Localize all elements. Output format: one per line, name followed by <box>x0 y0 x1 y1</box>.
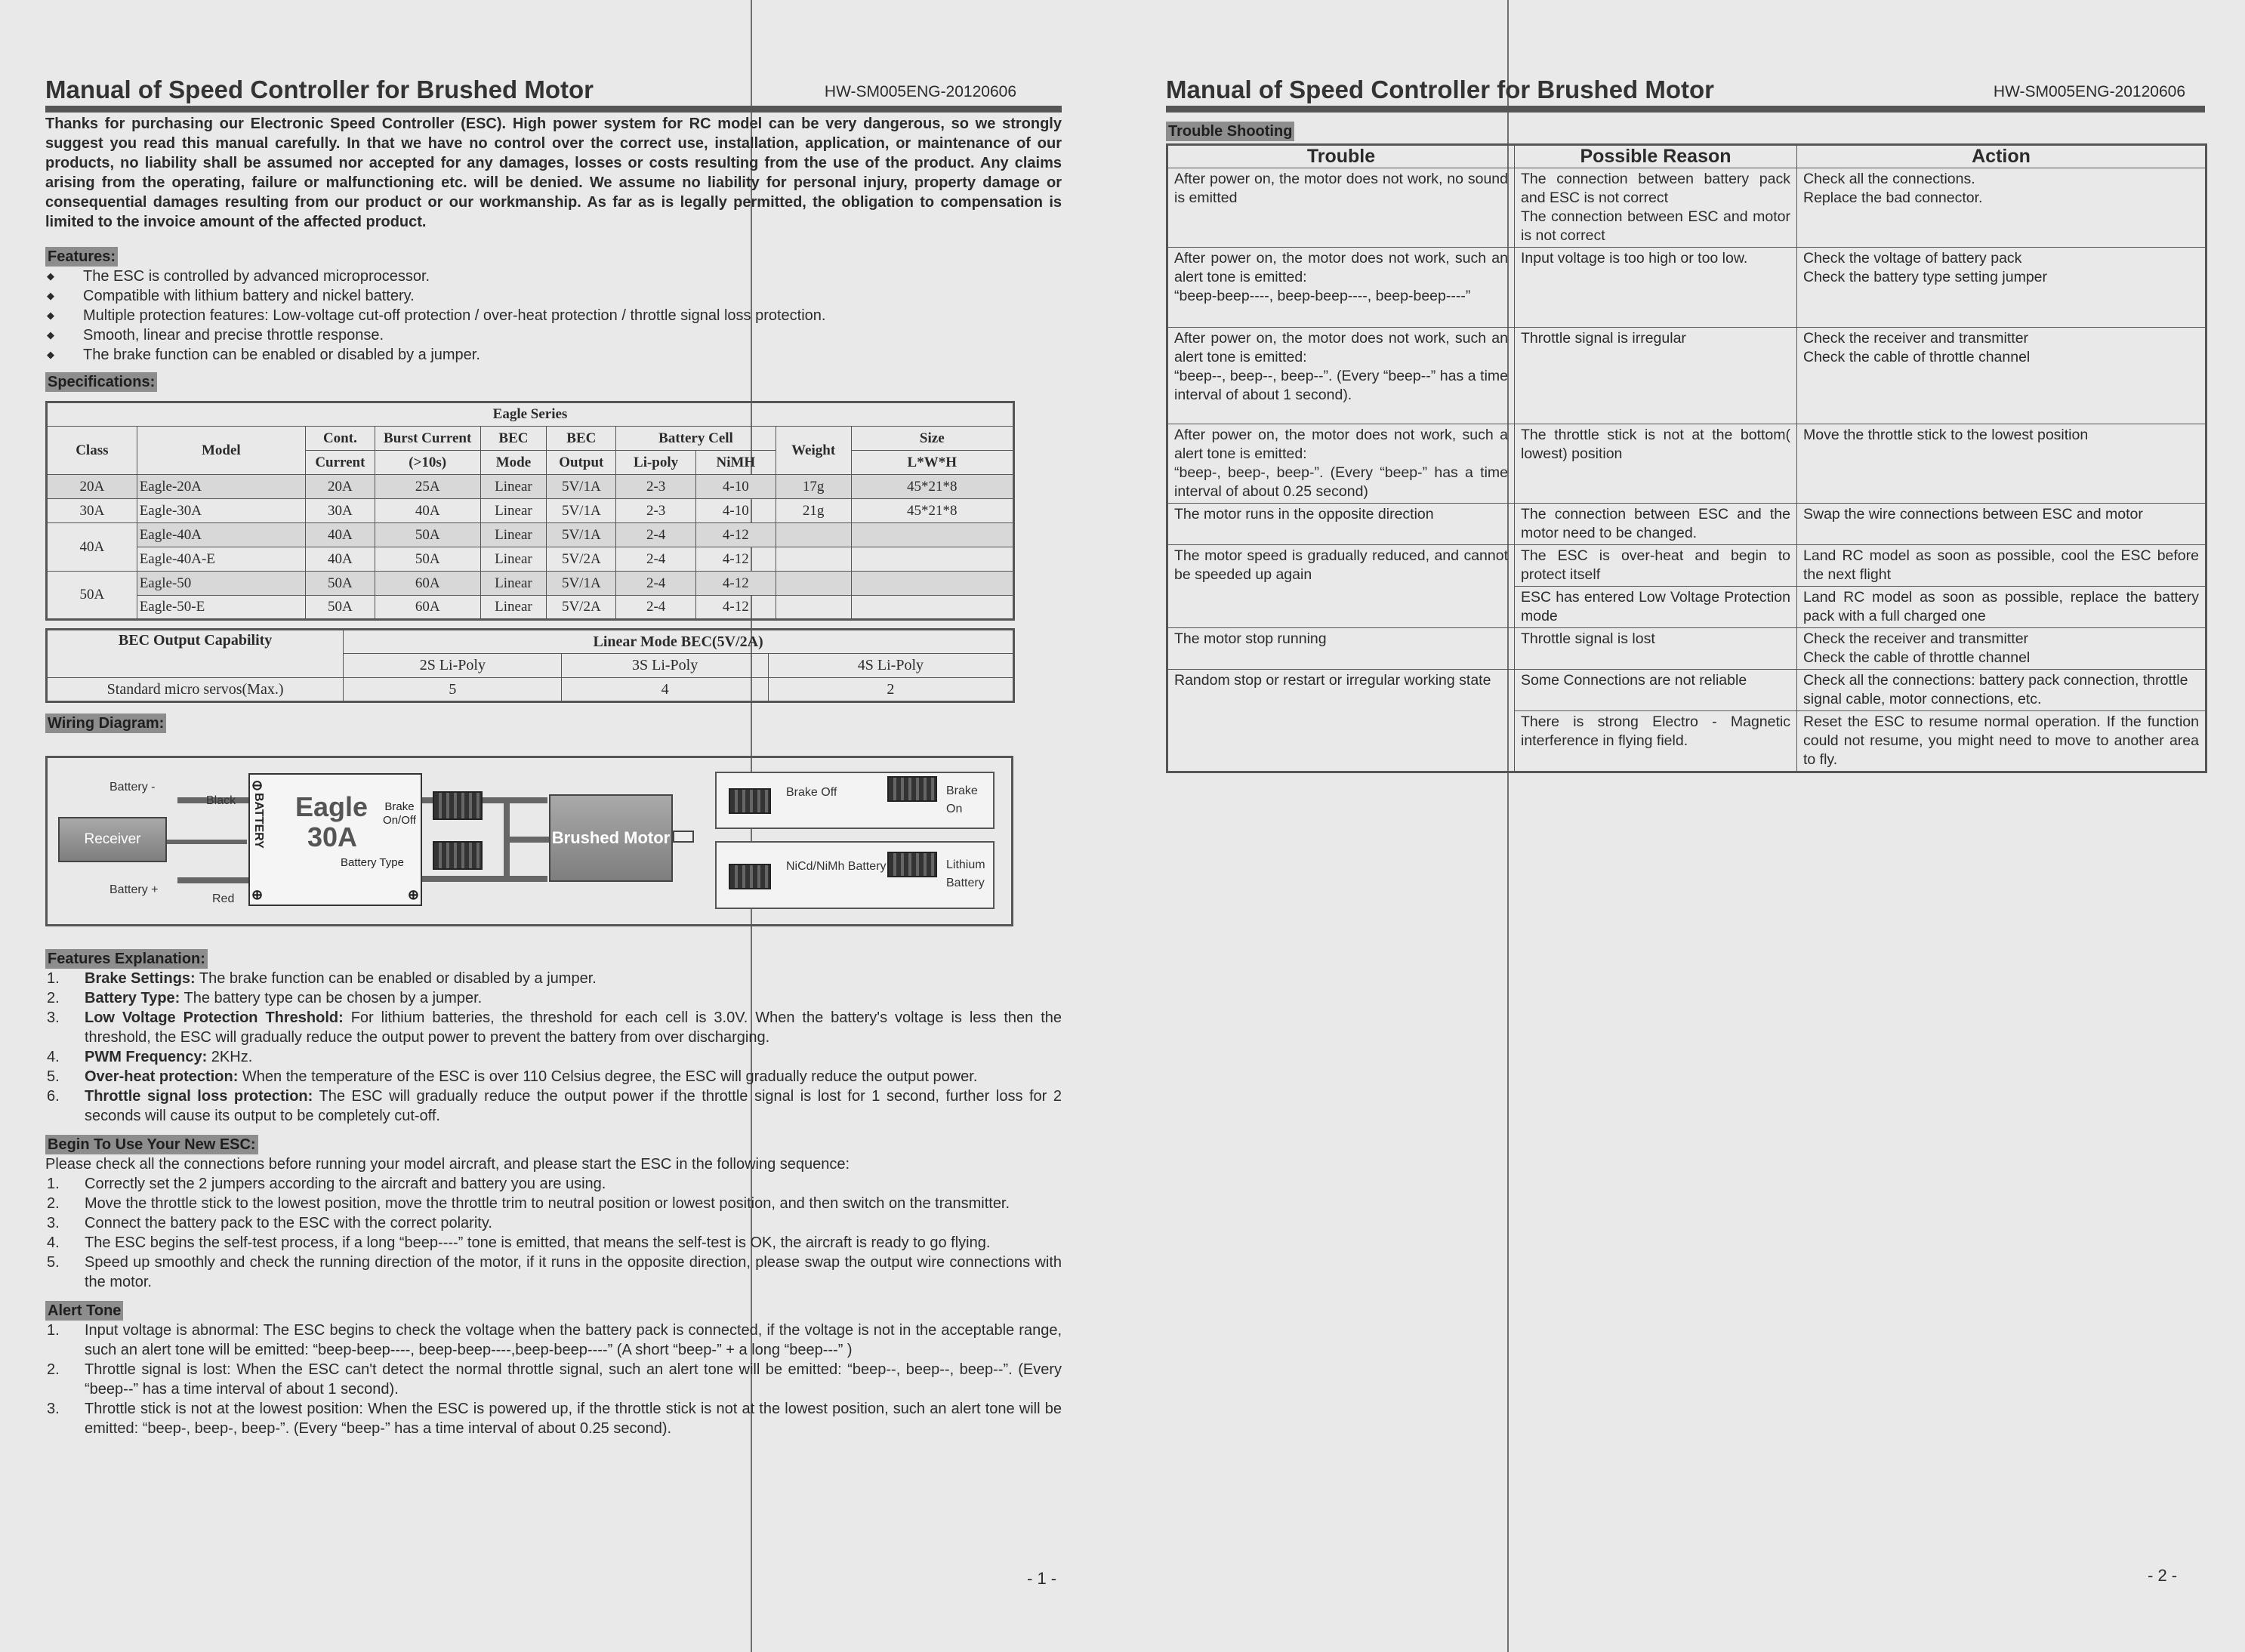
cell-nimh: 4-10 <box>695 475 776 499</box>
table-row <box>47 499 1014 523</box>
list-item <box>45 1253 1062 1292</box>
item-number: 2. <box>47 1195 60 1212</box>
bec-capability-table <box>45 628 1015 703</box>
cell-nimh: 4-12 <box>695 572 776 596</box>
list-item <box>45 1067 1062 1086</box>
cell-burst: 50A <box>375 523 480 547</box>
cell-output: 5V/2A <box>547 596 616 620</box>
esc-rating: 30A <box>307 821 358 852</box>
table-row <box>47 596 1014 620</box>
cell-lipo: 2-3 <box>616 475 696 499</box>
cell-model: Eagle-30A <box>137 499 305 523</box>
list-item <box>45 988 1062 1008</box>
cell-mode: Linear <box>480 499 547 523</box>
cell-weight: 21g <box>776 499 851 523</box>
list-item <box>45 1233 1062 1253</box>
black-wire-label: Black <box>206 794 236 807</box>
plus-icon: ⊕ <box>251 887 264 902</box>
cell-action: Check the receiver and transmitter Check the cable of throttle channel <box>1797 628 2206 670</box>
item-number: 4. <box>47 1234 60 1251</box>
feature-item: ◆ Compatible with lithium battery and nickel battery. <box>45 286 1062 306</box>
cell-weight <box>776 596 851 620</box>
page-number: - 2 - <box>2148 1566 2178 1585</box>
bec-col-3s: 3S Li-Poly <box>562 654 768 678</box>
cell-burst: 40A <box>375 499 480 523</box>
list-item <box>45 1086 1062 1126</box>
features-explanation-heading: Features Explanation: <box>45 949 208 969</box>
cell-class: 40A <box>47 523 137 572</box>
cell-action: Reset the ESC to resume normal operation. If the function could not resume, you might need to move to another area to fly. <box>1797 711 2206 772</box>
col-possible-reason: Possible Reason <box>1515 145 1797 168</box>
esc-name: Eagle <box>295 791 369 822</box>
lithium-jumper <box>887 852 937 877</box>
bec-col-4s: 4S Li-Poly <box>768 654 1013 678</box>
cell-action: Land RC model as soon as possible, cool the ESC before the next flight <box>1797 545 2206 587</box>
begin-heading: Begin To Use Your New ESC: <box>45 1135 258 1154</box>
cell-action: Land RC model as soon as possible, replace the battery pack with a full charged one <box>1797 587 2206 628</box>
bec-left-header: BEC Output Capability <box>47 630 344 678</box>
page-2 <box>1166 76 2205 773</box>
cell-weight <box>776 572 851 596</box>
item-number: 1. <box>47 1176 60 1192</box>
cell-class: 30A <box>47 499 137 523</box>
brake-jumper <box>433 791 483 820</box>
item-text: Input voltage is abnormal: The ESC begins to check the voltage when the battery pack is connected, if the voltage is not in the acceptable range, such an alert tone will be emitted: “beep-beep----, beep-beep----,beep-beep----” (A short “beep-” + a long “beep---” ) <box>85 1322 1062 1358</box>
col-bec-output: BEC <box>547 427 616 451</box>
cell-action: Move the throttle stick to the lowest position <box>1797 424 2206 504</box>
receiver-box: Receiver <box>58 817 167 862</box>
cell-burst: 25A <box>375 475 480 499</box>
esc-box <box>248 773 422 906</box>
cell-output: 5V/1A <box>547 499 616 523</box>
col-class: Class <box>47 427 137 475</box>
page-number: - 1 - <box>1027 1569 1057 1588</box>
cell-class: 50A <box>47 572 137 620</box>
table-row <box>47 572 1014 596</box>
motor-wire-bottom <box>419 876 547 882</box>
signal-wire <box>167 840 247 844</box>
cell-reason: Some Connections are not reliable <box>1515 670 1797 711</box>
item-label: Brake Settings: <box>85 970 196 987</box>
list-item <box>45 1194 1062 1213</box>
page-title: Manual of Speed Controller for Brushed Motor <box>45 76 594 103</box>
cell-lipo: 2-4 <box>616 523 696 547</box>
cell-size <box>851 596 1013 620</box>
item-label: Over-heat protection: <box>85 1068 239 1085</box>
item-number: 4. <box>47 1049 60 1065</box>
cell-nimh: 4-12 <box>695 596 776 620</box>
bec-col-2s: 2S Li-Poly <box>344 654 562 678</box>
cell-reason: Input voltage is too high or too low. <box>1515 248 1797 328</box>
cell-trouble: After power on, the motor does not work, such an alert tone is emitted: “beep-beep----, beep-beep----, beep-beep----” <box>1167 248 1515 328</box>
brake-off-jumper <box>729 788 771 814</box>
feature-item: ◆ Smooth, linear and precise throttle response. <box>45 325 1062 345</box>
table-row <box>1167 328 2206 424</box>
brake-on-jumper <box>887 776 937 802</box>
item-text: Throttle signal is lost: When the ESC can't detect the normal throttle signal, such an alert tone will be emitted: “beep--, beep--, beep--”. (Every “beep--” has a time interval of about 1 second). <box>85 1361 1062 1398</box>
table-row <box>1167 168 2206 248</box>
document-code: HW-SM005ENG-20120606 <box>1993 83 2185 100</box>
cell-size <box>851 523 1013 547</box>
table-row <box>1167 628 2206 670</box>
col-bec-mode: BEC <box>480 427 547 451</box>
list-item <box>45 1047 1062 1067</box>
cell-cont: 40A <box>305 523 375 547</box>
table-row <box>1167 545 2206 587</box>
battery-type-label: Battery Type <box>341 856 404 869</box>
trouble-shooting-table <box>1166 143 2207 773</box>
cell-action: Check the receiver and transmitter Check the cable of throttle channel <box>1797 328 2206 424</box>
cell-cont: 20A <box>305 475 375 499</box>
table-row <box>47 547 1014 572</box>
cell-nimh: 4-12 <box>695 547 776 572</box>
cell-size <box>851 547 1013 572</box>
item-text: For lithium batteries, the threshold for each cell is 3.0V. When the battery's voltage is less then the threshold, the ESC will gradually reduce the output power to prevent the battery from over discharging. <box>85 1009 1062 1046</box>
cell-reason: There is strong Electro - Magnetic interference in flying field. <box>1515 711 1797 772</box>
col-bec-mode-2: Mode <box>480 451 547 475</box>
item-text: Connect the battery pack to the ESC with the correct polarity. <box>85 1215 492 1231</box>
cell-weight <box>776 523 851 547</box>
cell-cont: 50A <box>305 596 375 620</box>
item-label: Battery Type: <box>85 990 180 1006</box>
cell-burst: 60A <box>375 572 480 596</box>
cell-cont: 40A <box>305 547 375 572</box>
item-label: Throttle signal loss protection: <box>85 1088 313 1105</box>
page-header <box>45 76 1062 112</box>
col-nimh: NiMH <box>695 451 776 475</box>
cell-action: Check all the connections: battery pack connection, throttle signal cable, motor connections, etc. <box>1797 670 2206 711</box>
col-lipoly: Li-poly <box>616 451 696 475</box>
cell-reason: ESC has entered Low Voltage Protection mode <box>1515 587 1797 628</box>
cell-output: 5V/2A <box>547 547 616 572</box>
features-explanation-list <box>45 969 1062 1126</box>
item-number: 5. <box>47 1068 60 1085</box>
cell-trouble: The motor speed is gradually reduced, and cannot be speeded up again <box>1167 545 1515 628</box>
item-text: 2KHz. <box>207 1049 253 1065</box>
cell-trouble: After power on, the motor does not work, no sound is emitted <box>1167 168 1515 248</box>
cell-action: Swap the wire connections between ESC and motor <box>1797 504 2206 545</box>
red-wire-label: Red <box>212 892 235 905</box>
item-text: Move the throttle stick to the lowest position, move the throttle trim to neutral position or lowest position, and then switch on the transmitter. <box>85 1195 1010 1212</box>
cell-lipo: 2-4 <box>616 572 696 596</box>
cell-size: 45*21*8 <box>851 499 1013 523</box>
item-number: 2. <box>47 990 60 1006</box>
cell-trouble: After power on, the motor does not work, such an alert tone is emitted: “beep--, beep--, beep--”. (Every “beep--” has a time interval of about 1 second). <box>1167 328 1515 424</box>
lithium-label: Lithium Battery <box>946 858 985 889</box>
cell-model: Eagle-40A-E <box>137 547 305 572</box>
intro-paragraph: Thanks for purchasing our Electronic Speed Controller (ESC). High power system for RC model can be very dangerous, so we strongly suggest you read this manual carefully. In that we have no control over the correct use, installation, application, or maintenance of our products, no liability shall be assumed nor accepted for any damages, losses or costs resulting from the use of the product. Any claims arising from the operating, failure or malfunctioning etc. will be denied. We assume no liability for personal injury, property damage or consequential damages resulting from our product or our workmanship. As far as is legally permitted, the obligation to compensation is limited to the invoice amount of the affected product. <box>45 116 1062 230</box>
bec-right-header: Linear Mode BEC(5V/2A) <box>344 630 1014 654</box>
item-text: The battery type can be chosen by a jumper. <box>180 990 483 1006</box>
series-title: Eagle Series <box>47 402 1014 427</box>
list-item <box>45 969 1062 988</box>
cell-burst: 50A <box>375 547 480 572</box>
cell-reason: Throttle signal is lost <box>1515 628 1797 670</box>
col-cont-current: Cont. <box>305 427 375 451</box>
cell-model: Eagle-40A <box>137 523 305 547</box>
item-text: Throttle stick is not at the lowest position: When the ESC is powered up, if the throttle stick is not at the lowest position, such an alert tone will be emitted: “beep-, beep-, beep-”. (Every “beep-” has a time interval of about 0.25 second). <box>85 1401 1062 1437</box>
cell-model: Eagle-20A <box>137 475 305 499</box>
cell-reason: The connection between ESC and the motor need to be changed. <box>1515 504 1797 545</box>
bec-row-label: Standard micro servos(Max.) <box>47 678 344 702</box>
cell-reason: Throttle signal is irregular <box>1515 328 1797 424</box>
feature-item: ◆ Multiple protection features: Low-voltage cut-off protection / over-heat protection / throttle signal loss protection. <box>45 306 1062 325</box>
cell-weight: 17g <box>776 475 851 499</box>
col-bec-output-2: Output <box>547 451 616 475</box>
begin-intro: Please check all the connections before running your model aircraft, and please start the ESC in the following sequence: <box>45 1156 850 1173</box>
features-list <box>45 267 1062 365</box>
bec-value-4s: 2 <box>768 678 1013 702</box>
battery-minus-label: Battery - <box>109 781 156 794</box>
list-item <box>45 1321 1062 1360</box>
col-burst-current-2: (>10s) <box>375 451 480 475</box>
list-item <box>45 1213 1062 1233</box>
page-title: Manual of Speed Controller for Brushed Motor <box>1166 76 1715 103</box>
begin-steps-list <box>45 1174 1062 1292</box>
cell-mode: Linear <box>480 547 547 572</box>
motor-wire-join <box>504 837 549 843</box>
motor-shaft <box>673 831 694 843</box>
col-weight: Weight <box>776 427 851 475</box>
col-cont-current-2: Current <box>305 451 375 475</box>
nicd-label: NiCd/NiMh Battery <box>786 860 887 873</box>
cell-trouble: The motor runs in the opposite direction <box>1167 504 1515 545</box>
table-row <box>1167 670 2206 711</box>
item-number: 3. <box>47 1401 60 1417</box>
trouble-shooting-heading: Trouble Shooting <box>1166 122 1294 141</box>
cell-action: Check the voltage of battery pack Check the battery type setting jumper <box>1797 248 2206 328</box>
item-text: When the temperature of the ESC is over 110 Celsius degree, the ESC will gradually reduce the output power. <box>238 1068 978 1085</box>
brake-setting-panel <box>715 772 995 829</box>
cell-cont: 30A <box>305 499 375 523</box>
cell-mode: Linear <box>480 596 547 620</box>
alert-tone-heading: Alert Tone <box>45 1301 123 1321</box>
cell-reason: The ESC is over-heat and begin to protect itself <box>1515 545 1797 587</box>
brake-off-label: Brake Off <box>786 786 837 799</box>
col-action: Action <box>1797 145 2206 168</box>
brake-onoff-label: Brake On/Off <box>383 800 416 827</box>
feature-item: ◆ The brake function can be enabled or disabled by a jumper. <box>45 345 1062 365</box>
battery-vertical-label: BATTERY <box>252 793 265 849</box>
cell-nimh: 4-10 <box>695 499 776 523</box>
list-item <box>45 1008 1062 1047</box>
col-trouble: Trouble <box>1167 145 1515 168</box>
item-number: 5. <box>47 1254 60 1271</box>
feature-item: ◆ The ESC is controlled by advanced microprocessor. <box>45 267 1062 286</box>
col-size-unit: L*W*H <box>851 451 1013 475</box>
cell-mode: Linear <box>480 523 547 547</box>
motor-wire-top-v <box>504 797 510 843</box>
table-row <box>1167 504 2206 545</box>
item-number: 2. <box>47 1361 60 1378</box>
item-text: Speed up smoothly and check the running direction of the motor, if it runs in the opposite direction, please swap the output wire connections with the motor. <box>85 1254 1062 1290</box>
cell-cont: 50A <box>305 572 375 596</box>
cell-mode: Linear <box>480 475 547 499</box>
cell-trouble: Random stop or restart or irregular working state <box>1167 670 1515 772</box>
cell-output: 5V/1A <box>547 475 616 499</box>
features-heading: Features: <box>45 247 118 267</box>
cell-trouble: The motor stop running <box>1167 628 1515 670</box>
minus-icon: ⊖ <box>251 778 264 793</box>
cell-size: 45*21*8 <box>851 475 1013 499</box>
wiring-diagram <box>45 756 1013 926</box>
col-size: Size <box>851 427 1013 451</box>
col-burst-current: Burst Current <box>375 427 480 451</box>
item-number: 3. <box>47 1215 60 1231</box>
item-label: Low Voltage Protection Threshold: <box>85 1009 344 1026</box>
plus-icon: ⊕ <box>407 887 419 902</box>
col-model: Model <box>137 427 305 475</box>
item-text: Correctly set the 2 jumpers according to the aircraft and battery you are using. <box>85 1176 606 1192</box>
item-label: PWM Frequency: <box>85 1049 208 1065</box>
cell-model: Eagle-50-E <box>137 596 305 620</box>
cell-model: Eagle-50 <box>137 572 305 596</box>
table-row <box>1167 424 2206 504</box>
item-text: The ESC will gradually reduce the output power if the throttle signal is lost for 1 second, further loss for 2 seconds will cause its output to be completely cut-off. <box>85 1088 1062 1124</box>
battery-plus-label: Battery + <box>109 883 159 896</box>
item-number: 3. <box>47 1009 60 1026</box>
table-row <box>47 475 1014 499</box>
cell-nimh: 4-12 <box>695 523 776 547</box>
battery-type-jumper <box>433 841 483 870</box>
brake-on-label: Brake On <box>946 784 978 815</box>
item-text: The brake function can be enabled or disabled by a jumper. <box>195 970 597 987</box>
cell-size <box>851 572 1013 596</box>
motor-wire-bottom-v <box>504 840 510 882</box>
cell-output: 5V/1A <box>547 523 616 547</box>
item-number: 6. <box>47 1088 60 1105</box>
bec-value-2s: 5 <box>344 678 562 702</box>
cell-mode: Linear <box>480 572 547 596</box>
cell-burst: 60A <box>375 596 480 620</box>
specifications-heading: Specifications: <box>45 372 157 392</box>
cell-class: 20A <box>47 475 137 499</box>
alert-tone-list <box>45 1321 1062 1438</box>
specification-table <box>45 401 1015 621</box>
nicd-jumper <box>729 864 771 889</box>
document-code: HW-SM005ENG-20120606 <box>824 83 1016 100</box>
cell-trouble: After power on, the motor does not work, such a alert tone is emitted: “beep-, beep-, beep-”. (Every “beep-” has a time interval of about 0.25 second) <box>1167 424 1515 504</box>
cell-lipo: 2-3 <box>616 499 696 523</box>
list-item <box>45 1360 1062 1399</box>
page-header <box>1166 76 2205 112</box>
bec-value-3s: 4 <box>562 678 768 702</box>
cell-lipo: 2-4 <box>616 596 696 620</box>
cell-action: Check all the connections. Replace the bad connector. <box>1797 168 2206 248</box>
battery-type-panel <box>715 841 995 909</box>
cell-reason: The connection between battery pack and ESC is not correct The connection between ESC and motor is not correct <box>1515 168 1797 248</box>
page-1 <box>45 76 1062 1438</box>
cell-output: 5V/1A <box>547 572 616 596</box>
list-item <box>45 1174 1062 1194</box>
list-item <box>45 1399 1062 1438</box>
item-text: The ESC begins the self-test process, if a long “beep----” tone is emitted, that means the self-test is OK, the aircraft is ready to go flying. <box>85 1234 991 1251</box>
col-battery-cell: Battery Cell <box>616 427 776 451</box>
brushed-motor-box: Brushed Motor <box>549 794 673 882</box>
cell-reason: The throttle stick is not at the bottom( lowest) position <box>1515 424 1797 504</box>
cell-weight <box>776 547 851 572</box>
table-row <box>47 523 1014 547</box>
item-number: 1. <box>47 1322 60 1339</box>
cell-lipo: 2-4 <box>616 547 696 572</box>
wiring-heading: Wiring Diagram: <box>45 714 166 733</box>
table-row <box>1167 248 2206 328</box>
item-number: 1. <box>47 970 60 987</box>
